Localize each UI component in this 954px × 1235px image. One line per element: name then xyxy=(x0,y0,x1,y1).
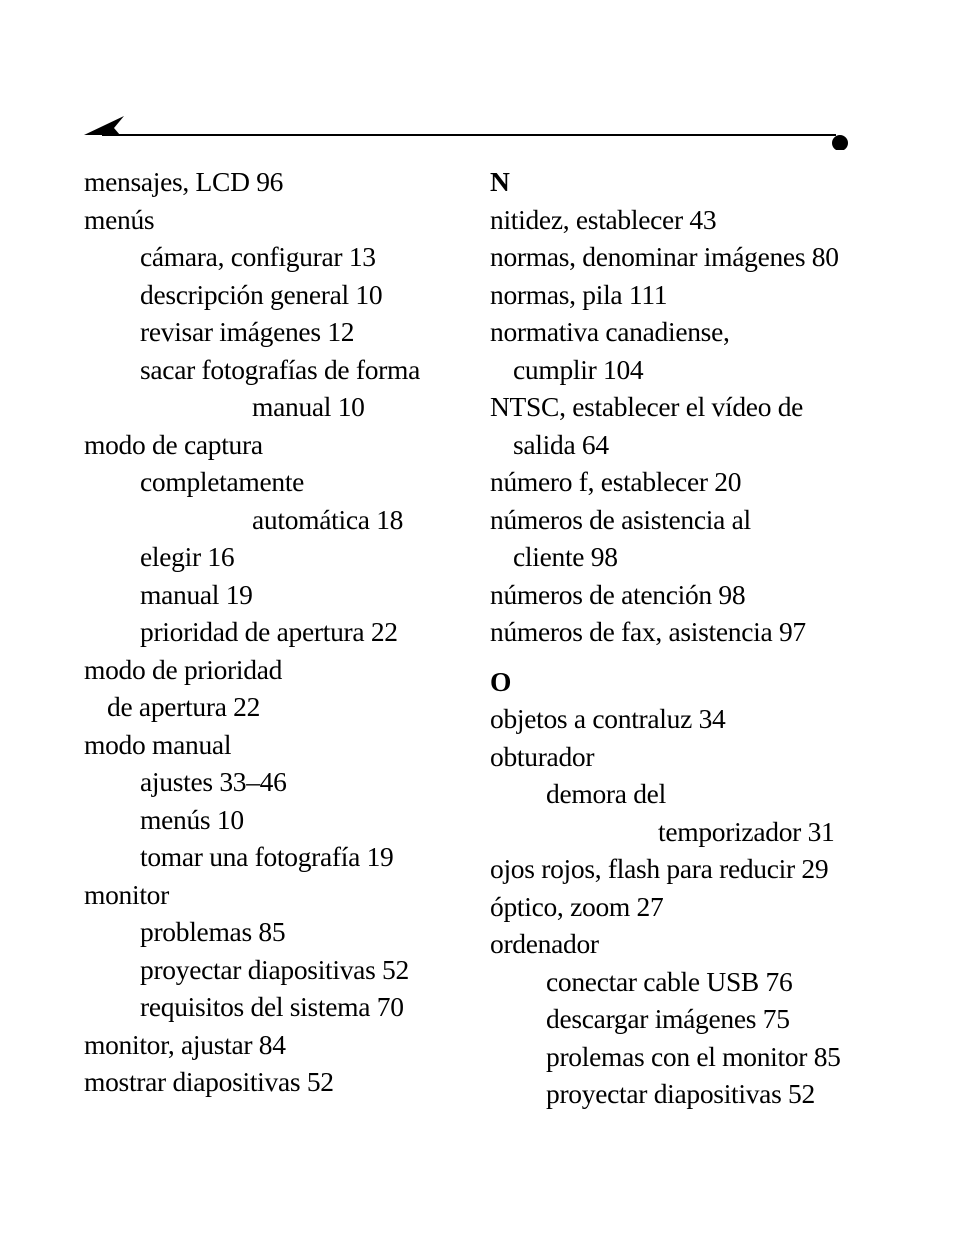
index-entry: ajustes 33–46 xyxy=(140,766,287,797)
index-column-right xyxy=(490,163,930,1113)
index-entry: ordenador xyxy=(490,928,599,959)
index-entry: descripción general 10 xyxy=(140,278,383,310)
index-entry: modo manual xyxy=(84,728,232,760)
index-entry: objetos a contraluz 34 xyxy=(490,703,726,734)
index-entry: obturador xyxy=(490,740,595,772)
index-entry: descargar imágenes 75 xyxy=(546,1003,790,1034)
header-rule xyxy=(84,110,854,150)
index-entry: manual 10 xyxy=(252,391,365,422)
index-entry: requisitos del sistema 70 xyxy=(140,991,404,1022)
index-entry: cumplir 104 xyxy=(513,353,644,385)
index-entry: conectar cable USB 76 xyxy=(546,965,793,997)
index-entry: óptico, zoom 27 xyxy=(490,890,664,922)
index-entry: números de fax, asistencia 97 xyxy=(490,616,806,647)
index-entry: monitor xyxy=(84,878,169,910)
index-entry: normativa canadiense, xyxy=(490,316,730,347)
index-entry: automática 18 xyxy=(252,503,404,535)
index-entry: elegir 16 xyxy=(140,541,235,572)
section-letter: N xyxy=(490,166,510,197)
index-entry: tomar una fotografía 19 xyxy=(140,841,394,872)
index-entry: completamente xyxy=(140,466,305,497)
index-entry: salida 64 xyxy=(513,428,609,460)
index-entry: monitor, ajustar 84 xyxy=(84,1028,286,1060)
section-letter: O xyxy=(490,665,512,697)
index-entry: modo de captura xyxy=(84,428,263,460)
index-entry: proyectar diapositivas 52 xyxy=(140,953,409,985)
index-entry: número f, establecer 20 xyxy=(490,466,742,497)
index-column-left xyxy=(84,163,484,1101)
index-entry: problemas 85 xyxy=(140,916,286,947)
index-entry: cliente 98 xyxy=(513,541,618,572)
index-entry: demora del xyxy=(546,778,666,809)
index-entry: cámara, configurar 13 xyxy=(140,241,376,272)
index-entry: normas, denominar imágenes 80 xyxy=(490,241,839,272)
index-entry: números de atención 98 xyxy=(490,578,746,610)
dot-icon xyxy=(832,135,848,150)
index-entry: proyectar diapositivas 52 xyxy=(546,1078,815,1109)
index-entry: sacar fotografías de forma xyxy=(140,353,421,385)
index-entry: revisar imágenes 12 xyxy=(140,316,355,347)
index-entry: ojos rojos, flash para reducir 29 xyxy=(490,853,829,884)
index-entry: prolemas con el monitor 85 xyxy=(546,1040,841,1072)
index-entry: NTSC, establecer el vídeo de xyxy=(490,391,804,422)
index-entry: modo de prioridad xyxy=(84,653,283,685)
section-gap xyxy=(490,651,930,663)
index-entry: temporizador 31 xyxy=(658,815,835,847)
index-entry: de apertura 22 xyxy=(107,691,261,722)
index-entry: menús 10 xyxy=(140,803,244,835)
index-entry: manual 19 xyxy=(140,578,253,610)
index-entry: mostrar diapositivas 52 xyxy=(84,1066,334,1097)
index-entry: menús xyxy=(84,203,155,235)
index-entry: números de asistencia al xyxy=(490,503,751,535)
arrow-tail-icon xyxy=(84,116,124,135)
index-entry: prioridad de apertura 22 xyxy=(140,616,398,647)
index-entry: mensajes, LCD 96 xyxy=(84,166,284,197)
index-entry: normas, pila 111 xyxy=(490,278,668,310)
index-entry: nitidez, establecer 43 xyxy=(490,203,717,235)
